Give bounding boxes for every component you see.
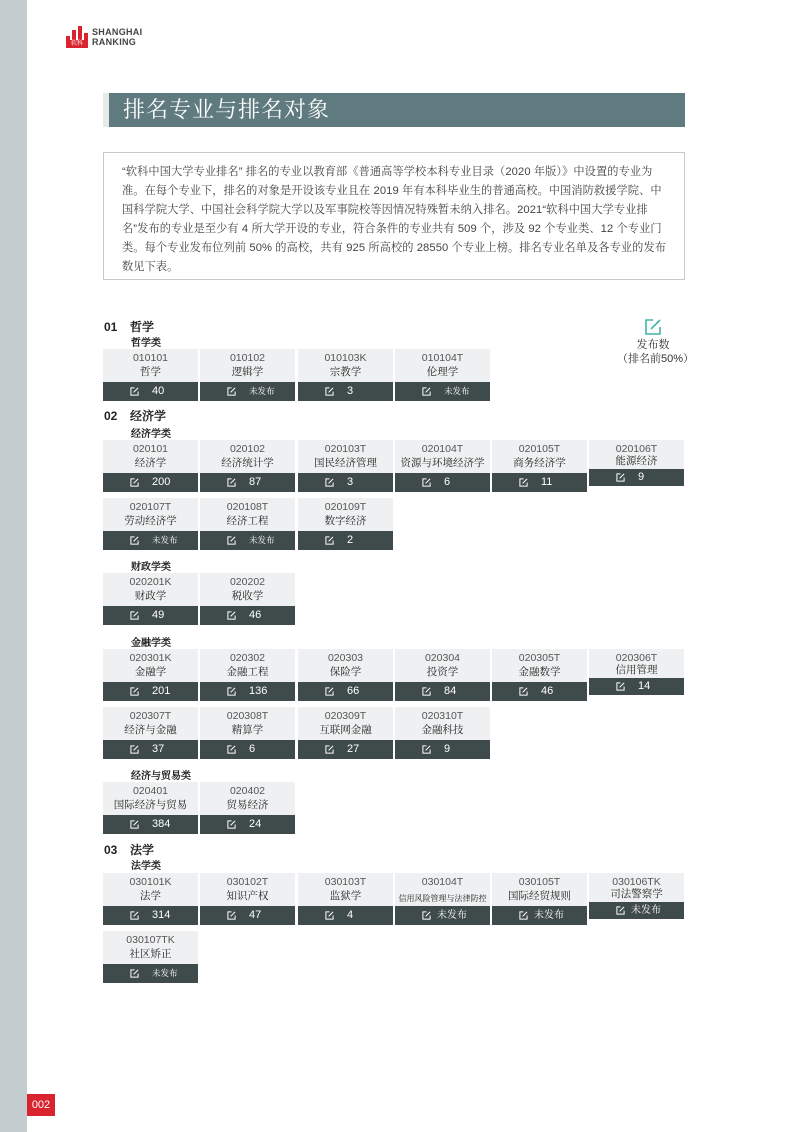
major-name: 数字经济: [324, 515, 367, 527]
edit-icon: [422, 478, 431, 487]
section-philosophy: 01 哲学: [104, 320, 155, 334]
major-code: 020310T: [421, 710, 464, 722]
publish-count: 40: [152, 385, 165, 397]
section-economics: 02 经济学: [104, 409, 167, 423]
edit-icon: [422, 387, 431, 396]
major-card: [200, 349, 295, 401]
major-name: 宗教学: [329, 366, 362, 378]
logo-text-line-2: RANKING: [92, 37, 137, 47]
major-card: [103, 498, 198, 550]
logo-text-line-1: SHANGHAI: [92, 27, 143, 37]
major-name: 资源与环境经济学: [400, 457, 485, 469]
publish-count: 3: [347, 476, 354, 488]
publish-count: 314: [152, 909, 171, 921]
major-code: 030103T: [324, 876, 367, 888]
major-code: 020108T: [226, 501, 269, 513]
publish-count-bar: [492, 682, 587, 701]
publish-count: 未发布: [437, 910, 467, 921]
publish-count-bar: [200, 531, 295, 550]
major-name: 知识产权: [226, 890, 269, 902]
major-card: [103, 873, 198, 925]
major-name: 保险学: [329, 666, 362, 678]
major-card: [492, 873, 587, 925]
publish-count-bar: [298, 682, 393, 701]
publish-count: 200: [152, 476, 171, 488]
edit-icon: [325, 387, 334, 396]
major-code: 020302: [229, 652, 266, 664]
publish-count-bar: [103, 531, 198, 550]
publish-count-bar: [103, 906, 198, 925]
major-code: 030102T: [226, 876, 269, 888]
publish-count: 6: [444, 476, 451, 488]
publish-count: 未发布: [249, 386, 275, 396]
major-card: [395, 349, 490, 401]
major-code: 020101: [132, 443, 169, 455]
major-name: 法学: [140, 890, 161, 902]
major-code: 020103T: [324, 443, 367, 455]
major-card: [200, 782, 295, 834]
publish-count: 11: [541, 476, 553, 488]
publish-count-bar: [200, 906, 295, 925]
major-card: [200, 649, 295, 701]
publish-count: 9: [638, 471, 645, 483]
edit-icon: [227, 687, 236, 696]
major-name: 伦理学: [426, 366, 459, 378]
edit-icon: [227, 611, 236, 620]
major-card: [395, 440, 490, 492]
edit-icon: [130, 969, 139, 978]
edit-icon: [130, 611, 139, 620]
edit-icon: [325, 745, 334, 754]
major-name: 金融工程: [226, 666, 269, 678]
major-code: 020109T: [324, 501, 367, 513]
major-code: 020102: [229, 443, 266, 455]
major-code: 010104T: [421, 352, 464, 364]
publish-count-bar: [103, 382, 198, 401]
major-card: [492, 440, 587, 492]
major-name: 国际经贸规则: [508, 890, 571, 902]
publish-count: 201: [152, 685, 171, 697]
major-name: 投资学: [426, 666, 459, 678]
edit-icon: [616, 906, 625, 915]
major-card: [298, 498, 393, 550]
publish-count: 未发布: [534, 910, 564, 921]
major-card: [103, 573, 198, 625]
publish-count-bar: [103, 740, 198, 759]
major-name: 哲学: [140, 366, 161, 378]
edit-icon: [616, 473, 625, 482]
major-card: [395, 873, 490, 925]
major-card: [589, 440, 684, 492]
publish-count-bar: [298, 531, 393, 550]
logo-mark-icon: [66, 26, 88, 48]
major-card: [589, 649, 684, 701]
major-card: [298, 440, 393, 492]
major-code: 020308T: [226, 710, 269, 722]
page-title-bar: [103, 93, 685, 127]
major-name: 信用风险管理与法律防控: [398, 894, 487, 903]
edit-icon: [519, 911, 528, 920]
publish-count: 未发布: [631, 905, 661, 916]
publish-count: 46: [541, 685, 554, 697]
edit-icon: [227, 911, 236, 920]
major-code: 030105T: [518, 876, 561, 888]
major-code: 020402: [229, 785, 266, 797]
edit-icon: [644, 318, 662, 336]
edit-icon: [227, 536, 236, 545]
intro-paragraph: “软科中国大学专业排名” 排名的专业以教育部《普通高等学校本科专业目录（2020 年版）》中设置的专业为准。在每个专业下，排名的对象是开设该专业且在 2019 年有本科毕业生的普通高校。中国消防救援学院、中国科学院大学、中国社会科学院大学以及军事院校等因情况特殊暂未纳入排名。2021“软科中国大学专业排名”发布的专业是至少有 4 所大学开设的专业，符合条件的专业共有 509 个，涉及 92 个专业类、12 个专业门类。每个专业发布位列前 50% 的高校，共有 925 所高校的 28550 个专业上榜。排名专业名单及各专业的发布数见下表。: [103, 152, 685, 280]
publish-count-bar: [589, 902, 684, 919]
publish-count-bar: [298, 473, 393, 492]
publish-count: 未发布: [444, 386, 470, 396]
edit-icon: [227, 820, 236, 829]
major-code: 020104T: [421, 443, 464, 455]
publish-count-bar: [103, 815, 198, 834]
publish-count: 136: [249, 685, 268, 697]
major-code: 020202: [229, 576, 266, 588]
publish-count: 14: [638, 680, 651, 692]
legend-line-2: （排名前50%）: [617, 353, 695, 365]
major-code: 020106T: [615, 443, 658, 455]
subcat-trade: 经济与贸易类: [131, 771, 191, 782]
major-code: 020303: [327, 652, 364, 664]
major-card: [200, 707, 295, 759]
publish-count-bar: [492, 473, 587, 492]
major-card: [200, 498, 295, 550]
publish-count: 66: [347, 685, 360, 697]
edit-icon: [422, 687, 431, 696]
edit-icon: [130, 687, 139, 696]
publish-count-bar: [103, 964, 198, 983]
major-code: 020304: [424, 652, 461, 664]
publish-count-bar: [103, 473, 198, 492]
subcat-finance: 金融学类: [131, 638, 171, 649]
major-name: 经济统计学: [221, 457, 274, 469]
publish-count-bar: [589, 678, 684, 695]
subcat-philosophy: 哲学类: [131, 338, 161, 349]
publish-count-bar: [103, 682, 198, 701]
major-name: 经济与金融: [124, 724, 177, 736]
major-code: 020105T: [518, 443, 561, 455]
edit-icon: [325, 536, 334, 545]
major-card: [103, 440, 198, 492]
publish-count-bar: [395, 382, 490, 401]
publish-count: 3: [347, 385, 354, 397]
major-card: [298, 873, 393, 925]
publish-count: 46: [249, 609, 262, 621]
edit-icon: [325, 478, 334, 487]
major-card: [200, 573, 295, 625]
edit-icon: [325, 687, 334, 696]
major-code: 030106TK: [612, 876, 661, 888]
publish-count-bar: [200, 740, 295, 759]
major-card: [103, 649, 198, 701]
subcat-economics: 经济学类: [131, 429, 171, 440]
major-name: 财政学: [134, 590, 167, 602]
edit-icon: [616, 682, 625, 691]
publish-count: 49: [152, 609, 165, 621]
publish-count-bar: [298, 740, 393, 759]
major-code: 020401: [132, 785, 169, 797]
major-card: [103, 931, 198, 983]
major-card: [200, 873, 295, 925]
major-name: 贸易经济: [226, 799, 269, 811]
major-card: [298, 707, 393, 759]
publish-count: 6: [249, 743, 256, 755]
subcat-law: 法学类: [131, 861, 161, 872]
major-card: [298, 349, 393, 401]
publish-count-bar: [395, 906, 490, 925]
publish-count: 未发布: [152, 535, 178, 545]
major-card: [103, 707, 198, 759]
major-name: 监狱学: [329, 890, 362, 902]
publish-count-bar: [589, 469, 684, 486]
major-name: 金融科技: [421, 724, 464, 736]
publish-count: 87: [249, 476, 262, 488]
publish-count-bar: [200, 473, 295, 492]
publish-count-bar: [200, 815, 295, 834]
major-name: 经济工程: [226, 515, 269, 527]
major-name: 国民经济管理: [314, 457, 377, 469]
edit-icon: [130, 911, 139, 920]
edit-icon: [130, 536, 139, 545]
publish-count: 未发布: [249, 535, 275, 545]
major-code: 010103K: [324, 352, 367, 364]
major-name: 商务经济学: [513, 457, 566, 469]
publish-count-bar: [298, 906, 393, 925]
major-name: 司法警察学: [610, 888, 663, 900]
publish-count-bar: [395, 740, 490, 759]
major-code: 010101: [132, 352, 169, 364]
publish-count: 27: [347, 743, 360, 755]
publish-count-bar: [200, 682, 295, 701]
edit-icon: [422, 745, 431, 754]
major-code: 020305T: [518, 652, 561, 664]
major-card: [103, 782, 198, 834]
edit-icon: [519, 687, 528, 696]
major-code: 020301K: [129, 652, 172, 664]
edit-icon: [227, 745, 236, 754]
publish-count-bar: [298, 382, 393, 401]
major-card: [395, 649, 490, 701]
publish-count-bar: [492, 906, 587, 925]
publish-count-bar: [395, 473, 490, 492]
major-name: 税收学: [231, 590, 264, 602]
publish-count: 47: [249, 909, 262, 921]
publish-count: 2: [347, 534, 354, 546]
major-name: 劳动经济学: [124, 515, 177, 527]
major-name: 金融学: [134, 666, 167, 678]
major-card: [589, 873, 684, 925]
major-code: 020201K: [129, 576, 172, 588]
publish-count: 37: [152, 743, 165, 755]
publish-count: 9: [444, 743, 451, 755]
major-code: 030107TK: [126, 934, 175, 946]
page-number: 002: [27, 1094, 55, 1116]
publish-count: 384: [152, 818, 171, 830]
edit-icon: [227, 478, 236, 487]
major-name: 国际经济与贸易: [113, 799, 188, 811]
logo-badge: 软科: [66, 40, 88, 48]
publish-count: 84: [444, 685, 457, 697]
major-card: [200, 440, 295, 492]
shanghai-ranking-logo: [66, 26, 142, 48]
subcat-public-finance: 财政学类: [131, 562, 171, 573]
major-card: [298, 649, 393, 701]
major-name: 能源经济: [615, 455, 658, 467]
major-name: 精算学: [231, 724, 264, 736]
major-name: 金融数学: [518, 666, 561, 678]
major-card: [395, 707, 490, 759]
edit-icon: [422, 911, 431, 920]
major-code: 020107T: [129, 501, 172, 513]
major-name: 信用管理: [615, 664, 658, 676]
publish-count: 未发布: [152, 968, 178, 978]
major-name: 逻辑学: [231, 366, 264, 378]
edit-icon: [130, 745, 139, 754]
major-code: 010102: [229, 352, 266, 364]
major-card: [103, 349, 198, 401]
publish-count-bar: [103, 606, 198, 625]
edit-icon: [325, 911, 334, 920]
publish-count-bar: [200, 382, 295, 401]
edit-icon: [130, 387, 139, 396]
major-code: 020307T: [129, 710, 172, 722]
major-name: 经济学: [134, 457, 167, 469]
major-code: 030101K: [129, 876, 172, 888]
major-card: [492, 649, 587, 701]
major-name: 社区矫正: [129, 948, 172, 960]
edit-icon: [519, 478, 528, 487]
section-law: 03 法学: [104, 843, 155, 857]
publish-count-bar: [200, 606, 295, 625]
side-strip: [0, 0, 27, 1132]
publish-count: 24: [249, 818, 262, 830]
legend: [617, 318, 695, 366]
major-code: 030104T: [421, 876, 464, 888]
major-code: 020306T: [615, 652, 658, 664]
edit-icon: [227, 387, 236, 396]
page-title: 排名专业与排名对象: [123, 97, 331, 122]
major-name: 互联网金融: [319, 724, 372, 736]
edit-icon: [130, 478, 139, 487]
edit-icon: [130, 820, 139, 829]
publish-count-bar: [395, 682, 490, 701]
legend-line-1: 发布数: [636, 339, 670, 351]
publish-count: 4: [347, 909, 354, 921]
major-code: 020309T: [324, 710, 367, 722]
